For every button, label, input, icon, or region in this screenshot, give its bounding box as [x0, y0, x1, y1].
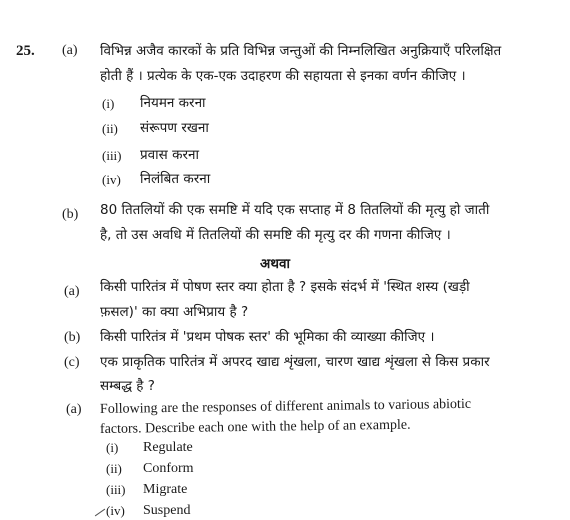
part-a-line-2: होती हैं । प्रत्येक के एक-एक उदाहरण की सहायता से इनका वर्णन कीजिए ।: [100, 68, 466, 84]
alt-b-label: (b): [64, 330, 81, 345]
part-a-item-1: नियमन करना: [140, 95, 206, 111]
en-a-item-label-2: (ii): [106, 461, 122, 476]
part-b-label: (b): [62, 207, 79, 222]
part-a-item-label-2: (ii): [102, 121, 118, 136]
en-a-line-2: factors. Describe each one with the help of an example.: [99, 417, 411, 437]
part-a-item-4: निलंबित करना: [140, 171, 211, 187]
en-a-item-label-3: (iii): [106, 482, 126, 497]
part-a-label: (a): [62, 43, 78, 58]
alt-c-label: (c): [64, 355, 80, 370]
en-a-label: (a): [66, 402, 82, 417]
part-a-item-3: प्रवास करना: [140, 147, 199, 163]
en-a-item-label-4: (iv): [106, 503, 125, 518]
alt-c-line-1: एक प्राकृतिक पारितंत्र में अपरद खाद्य शृंखला, चारण खाद्य शृंखला से किस प्रकार: [100, 354, 490, 370]
part-a-item-label-1: (i): [102, 96, 115, 111]
alt-a-label: (a): [64, 284, 80, 299]
or-separator: अथवा: [260, 256, 290, 272]
part-a-line-1: विभिन्न अजैव कारकों के प्रति विभिन्न जन्तुओं की निम्नलिखित अनुक्रियाएँ परिलक्षित: [100, 43, 502, 59]
en-a-item-3: Migrate: [143, 482, 188, 497]
part-a-item-label-4: (iv): [102, 172, 121, 187]
en-a-line-1: Following are the responses of different animals to various abiotic: [99, 396, 472, 417]
en-a-item-2: Conform: [143, 461, 194, 476]
part-b-line-1: 80 तितलियों की एक समष्टि में यदि एक सप्ताह में 8 तितलियों की मृत्यु हो जाती: [100, 202, 490, 218]
part-b-line-2: है, तो उस अवधि में तितलियों की समष्टि की मृत्यु दर की गणना कीजिए ।: [100, 227, 451, 243]
alt-a-line-2: फ़सल)' का क्या अभिप्राय है ?: [100, 304, 249, 320]
alt-c-line-2: सम्बद्ध है ?: [100, 378, 155, 394]
en-a-item-4: Suspend: [143, 503, 191, 518]
part-a-item-label-3: (iii): [102, 148, 122, 163]
alt-a-line-1: किसी पारितंत्र में पोषण स्तर क्या होता है ? इसके संदर्भ में 'स्थित शस्य (खड़ी: [100, 279, 470, 295]
en-a-item-label-1: (i): [106, 440, 119, 455]
pen-mark: [95, 509, 105, 517]
part-a-item-2: संरूपण रखना: [140, 120, 209, 136]
alt-b-line-1: किसी पारितंत्र में 'प्रथम पोषक स्तर' की भूमिका की व्याख्या कीजिए ।: [100, 329, 435, 345]
en-a-item-1: Regulate: [143, 440, 193, 455]
question-number: 25.: [16, 43, 35, 59]
